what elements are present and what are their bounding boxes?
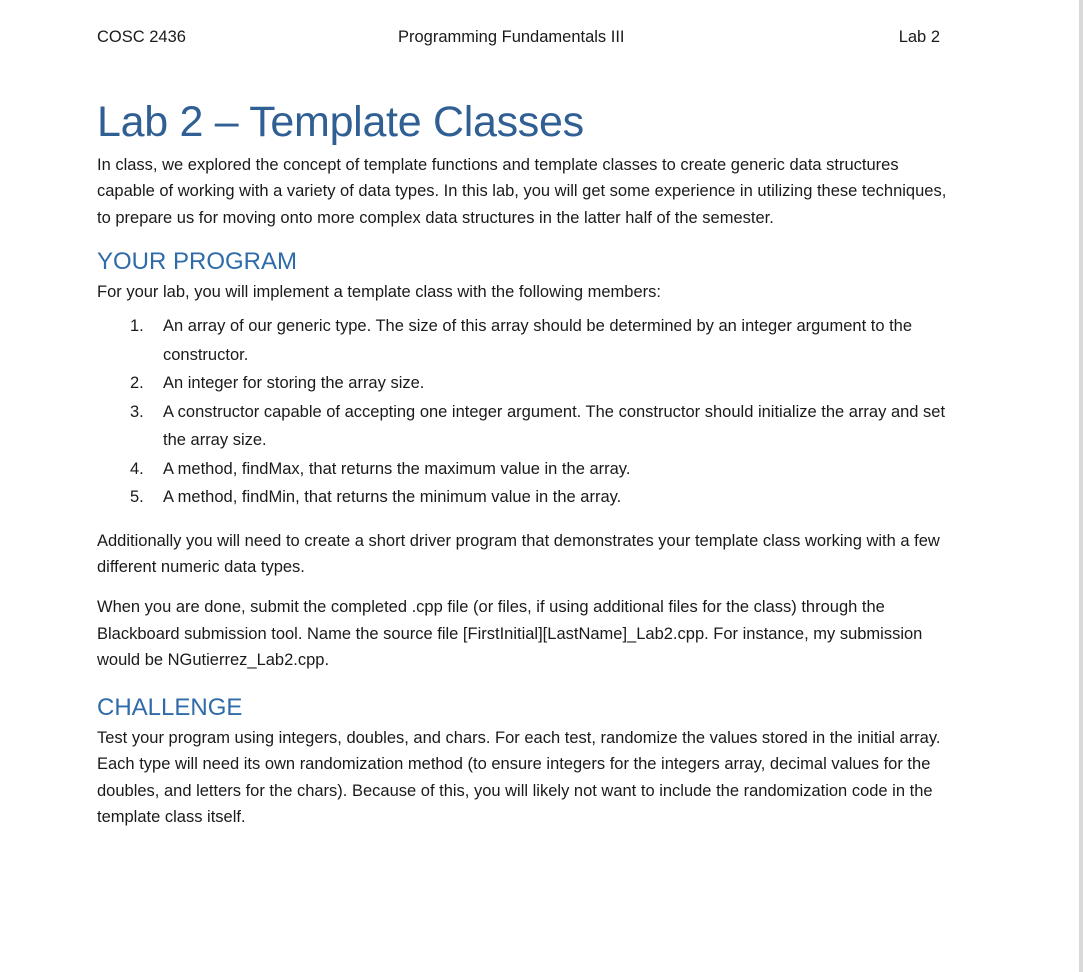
intro-paragraph: In class, we explored the concept of template functions and template classes to create generic data structures capable of working with a variety of data types. In this lab, you will get some experience in utilizing these techniques, to prepare us for moving onto more complex data structures in the latter half of the semester.	[97, 156, 947, 227]
driver-paragraph: Additionally you will need to create a short driver program that demonstrates your template class working with a few different numeric data types.	[97, 531, 940, 576]
list-item-text: An integer for storing the array size.	[163, 374, 425, 393]
list-item-text: A method, findMin, that returns the minimum value in the array.	[163, 488, 622, 507]
program-heading: YOUR PROGRAM	[97, 247, 298, 275]
list-item-text: A method, findMax, that returns the maximum value in the array.	[163, 459, 631, 478]
list-item-number: 3.	[130, 402, 144, 421]
header-title: Programming Fundamentals III	[398, 28, 625, 46]
list-item-text: An array of our generic type. The size of this array should be determined by an integer argument to the constructor.	[163, 317, 913, 364]
challenge-heading: CHALLENGE	[97, 694, 243, 722]
list-item	[97, 312, 957, 369]
list-item	[97, 369, 957, 398]
page-header	[97, 25, 942, 49]
document-body	[97, 92, 957, 830]
page-edge	[1079, 0, 1083, 972]
list-item	[97, 483, 957, 512]
list-item-number: 4.	[130, 459, 144, 478]
header-lab: Lab 2	[898, 28, 940, 46]
submit-paragraph: When you are done, submit the completed .cpp file (or files, if using additional files for the class) through the Blackboard submission tool. Name the source file [FirstInitial][LastName]_Lab2.cpp. For instance, my submission would be NGutierrez_Lab2.cpp.	[97, 598, 923, 669]
header-course: COSC 2436	[97, 28, 186, 46]
members-list	[97, 312, 957, 512]
list-item-number: 5.	[130, 488, 144, 507]
list-item	[97, 398, 957, 455]
list-item	[97, 455, 957, 484]
challenge-paragraph: Test your program using integers, doubles, and chars. For each test, randomize the values stored in the initial array. Each type will need its own randomization method (to ensure integers for the integers array, decimal values for the doubles, and letters for the chars). Because of this, you will likely not want to include the randomization code in the template class itself.	[97, 729, 941, 827]
program-intro: For your lab, you will implement a template class with the following members:	[97, 282, 661, 301]
document-title: Lab 2 – Template Classes	[97, 98, 584, 146]
list-item-number: 2.	[130, 374, 144, 393]
list-item-text: A constructor capable of accepting one integer argument. The constructor should initialize the array and set the array size.	[163, 402, 946, 450]
list-item-number: 1.	[130, 317, 144, 336]
